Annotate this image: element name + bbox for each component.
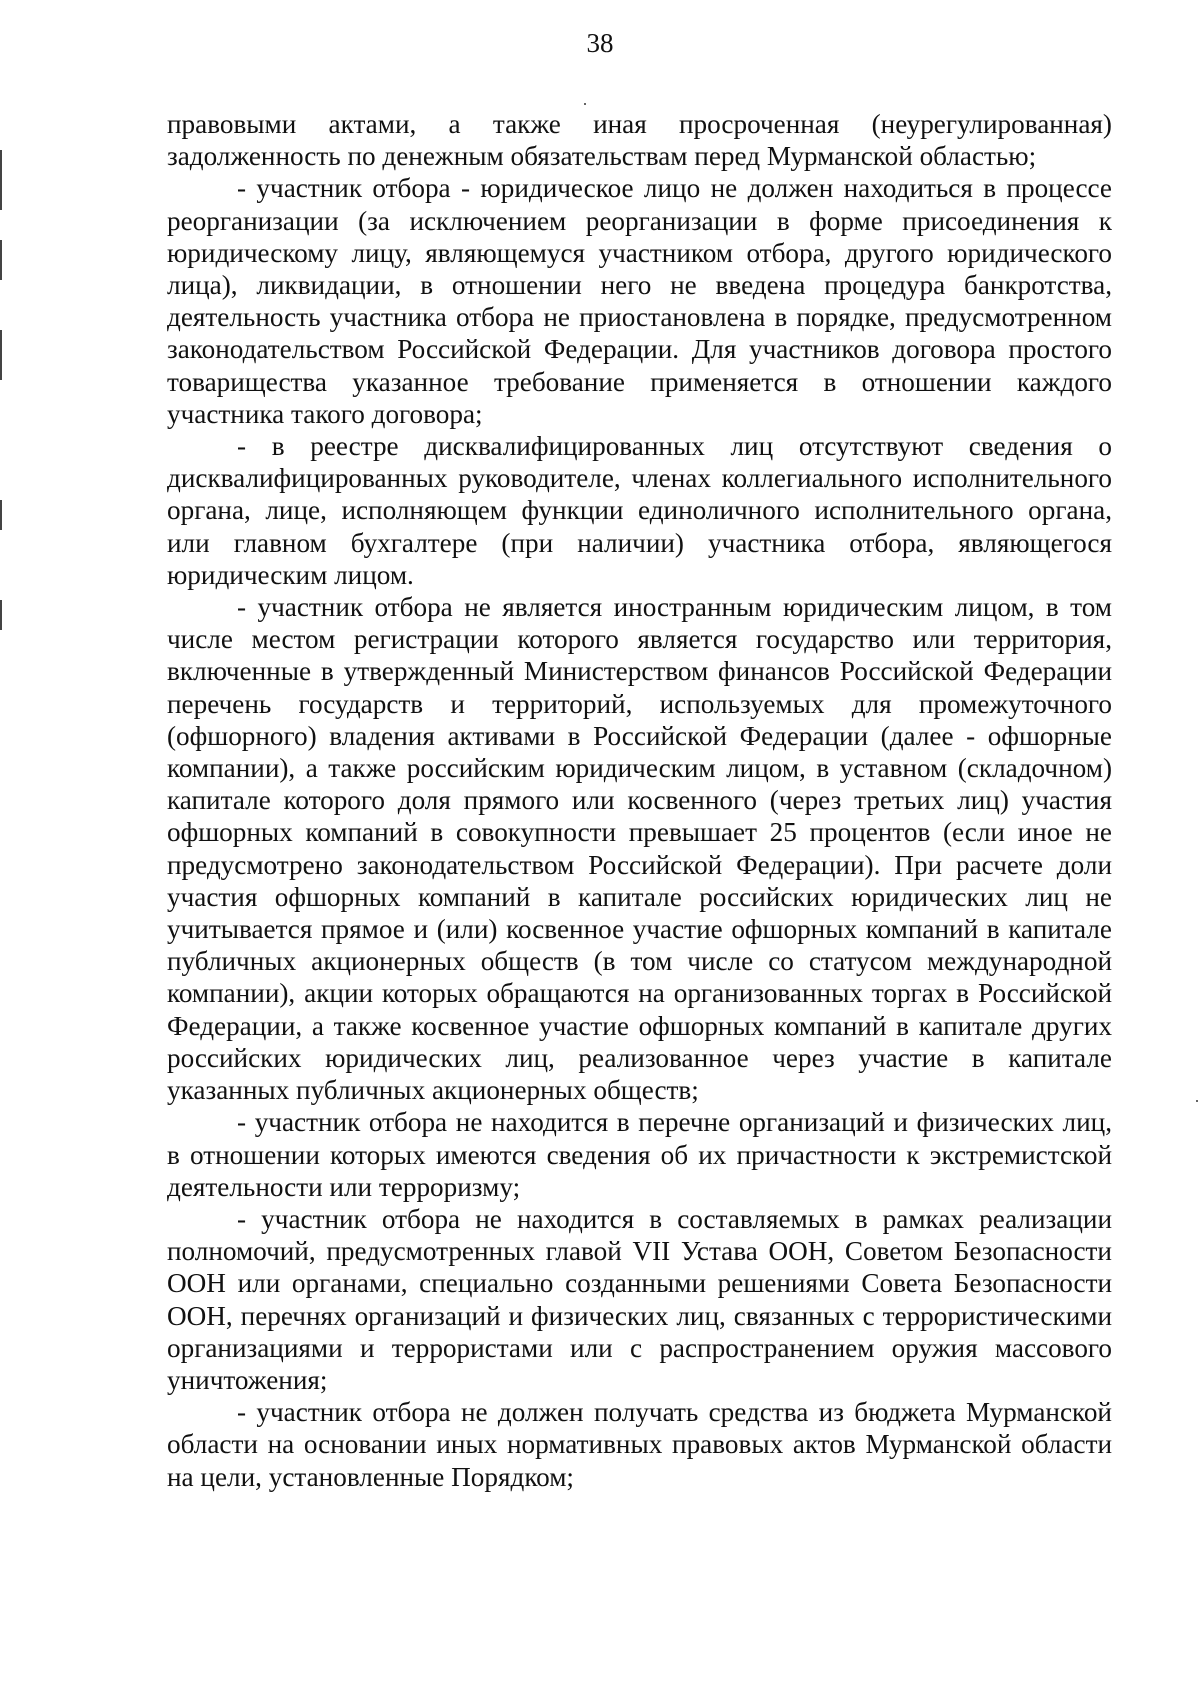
paragraph: - участник отбора не должен получать средства из бюджета Мурманской области на основании иных нормативных правовых актов Мурманской области на цели, установленные Порядком; [167,1397,1112,1492]
scan-speck [584,103,586,105]
scan-speck [1196,1100,1198,1102]
paragraph: - участник отбора - юридическое лицо не должен находиться в процессе реорганизации (за исключением реорганизации в форме присоединения к юридическому лицу, являющемуся участником отбора, другого юридического лица), ликвидации, в отношении него не введена процедура банкротства, деятельность участника отбора не приостановлена в порядке, предусмотренном законодательством Российской Федерации. Для участников договора простого товарищества указанное требование применяется в отношении каждого участника такого договора; [167,173,1112,429]
paragraph: - участник отбора не находится в перечне организаций и физических лиц, в отношении которых имеются сведения об их причастности к экстремистской деятельности или терроризму; [167,1107,1112,1202]
document-body [167,108,1112,1493]
paragraph: - участник отбора не находится в составляемых в рамках реализации полномочий, предусмотренных главой VII Устава ООН, Советом Безопасности ООН или органами, специально созданными решениями Совета Безопасности ООН, перечнях организаций и физических лиц, связанных с террористическими организациями и террористами или с распространением оружия массового уничтожения; [167,1203,1112,1395]
paragraph: - участник отбора не является иностранным юридическим лицом, в том числе местом регистрации которого является государство или территория, включенные в утвержденный Министерством финансов Российской Федерации перечень государств и территорий, используемых для промежуточного (офшорного) владения активами в Российской Федерации (далее - офшорные компании), а также российским юридическим лицом, в уставном (складочном) капитале которого доля прямого или косвенного (через третьих лиц) участия офшорных компаний в совокупности превышает 25 процентов (если иное не предусмотрено законодательством Российской Федерации). При расчете доли участия офшорных компаний в капитале российских юридических лиц не учитывается прямое и (или) косвенное участие офшорных компаний в капитале публичных акционерных обществ (в том числе со статусом международной компании), акции которых обращаются на организованных торгах в Российской Федерации, а также косвенное участие офшорных компаний в капитале других российских юридических лиц, реализованное через участие в капитале указанных публичных акционерных обществ; [167,592,1112,1106]
scan-edge-mark [0,500,2,530]
scan-edge-mark [0,600,2,630]
scan-edge-mark [0,330,2,380]
scan-edge-mark [0,150,2,210]
scan-edge-mark [0,240,2,280]
page-number: 38 [586,28,614,58]
paragraph: правовыми актами, а также иная просроченная (неурегулированная) задолженность по денежным обязательствам перед Мурманской областью; [167,109,1112,172]
paragraph: - в реестре дисквалифицированных лиц отсутствуют сведения о дисквалифицированных руководителе, членах коллегиального исполнительного органа, лице, исполняющем функции единоличного исполнительного органа, или главном бухгалтере (при наличии) участника отбора, являющегося юридическим лицом. [167,431,1112,590]
